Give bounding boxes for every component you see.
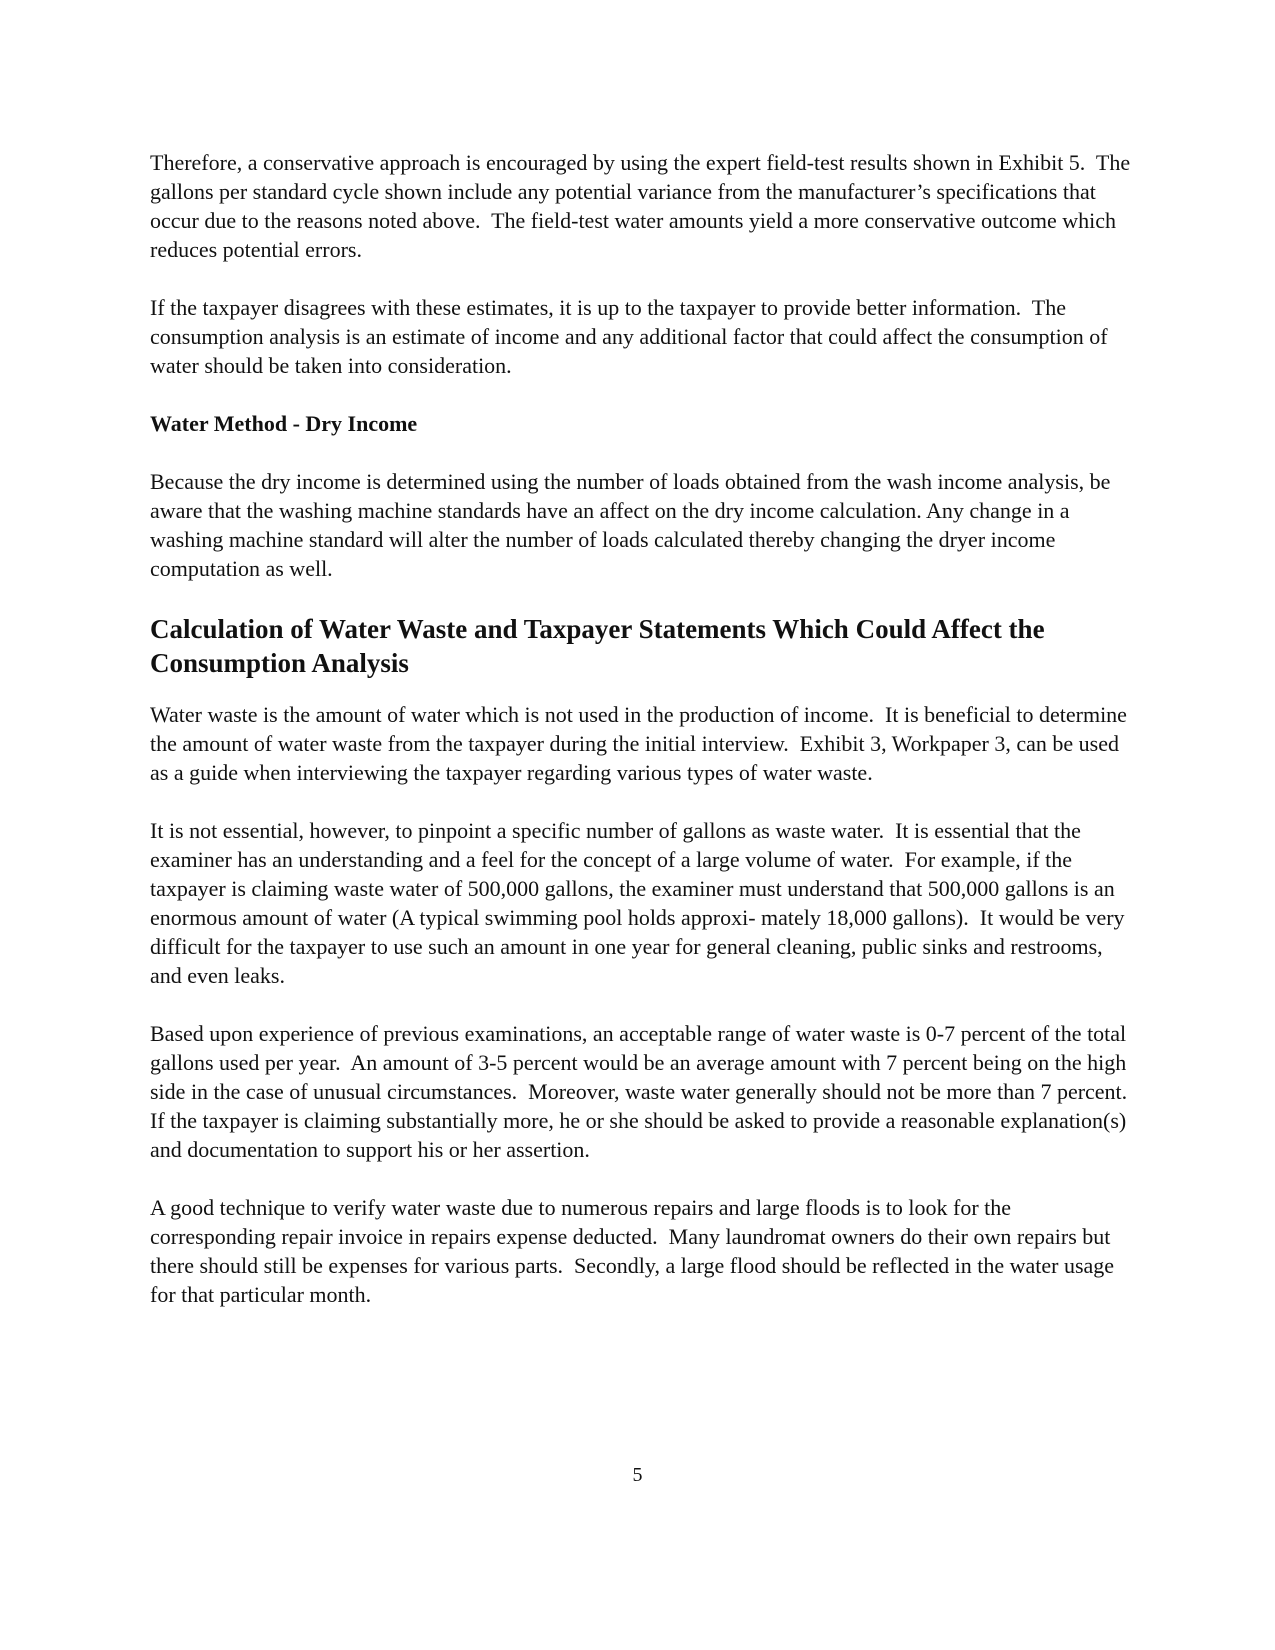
paragraph-dry-income: Because the dry income is determined using the number of loads obtained from the wash income analysis, be aware that the washing machine standards have an affect on the dry income calculation. Any change in a washing machine standard will alter the number of loads calculated thereby changing the dryer income computation as well. <box>150 469 1116 581</box>
paragraph-verify-technique: A good technique to verify water waste due to numerous repairs and large floods is to look for the corresponding repair invoice in repairs expense deducted. Many laundromat owners do their own repairs but there should still be expenses for various parts. Secondly, a large flood should be reflected in the water usage for that particular month. <box>150 1195 1120 1307</box>
page-number: 5 <box>632 1464 643 1486</box>
document-page <box>150 148 1139 1309</box>
subheading-dry-income: Water Method - Dry Income <box>150 411 418 436</box>
paragraph-water-waste-definition: Water waste is the amount of water which is not used in the production of income. It is beneficial to determine the amount of water waste from the taxpayer during the initial interview. Exhibit 3, Workpaper 3, can be used as a guide when interviewing the taxpayer regarding various types of water waste. <box>150 702 1133 785</box>
paragraph-large-volume: It is not essential, however, to pinpoint a specific number of gallons as waste water. It is essential that the examiner has an understanding and a feel for the concept of a large volume of water. For example, if the taxpayer is claiming waste water of 500,000 gallons, the examiner must understand that 500,000 gallons is an enormous amount of water (A typical swimming pool holds approxi- mately 18,000 gallons). It would be very difficult for the taxpayer to use such an amount in one year for general cleaning, public sinks and restrooms, and even leaks. <box>150 818 1131 988</box>
paragraph-conservative-approach: Therefore, a conservative approach is encouraged by using the expert field-test results shown in Exhibit 5. The gallons per standard cycle shown include any potential variance from the manufacturer’s specifications that occur due to the reasons noted above. The field-test water amounts yield a more conservative outcome which reduces potential errors. <box>150 150 1136 262</box>
paragraph-taxpayer-disagrees: If the taxpayer disagrees with these estimates, it is up to the taxpayer to provide better information. The consumption analysis is an estimate of income and any additional factor that could affect the consumption of water should be taken into consideration. <box>150 295 1114 378</box>
paragraph-acceptable-range: Based upon experience of previous examinations, an acceptable range of water waste is 0-7 percent of the total gallons used per year. An amount of 3-5 percent would be an average amount with 7 percent being on the high side in the case of unusual circumstances. Moreover, waste water generally should not be more than 7 percent. If the taxpayer is claiming substantially more, he or she should be asked to provide a reasonable explanation(s) and documentation to support his or her assertion. <box>150 1021 1139 1162</box>
section-heading-water-waste: Calculation of Water Waste and Taxpayer Statements Which Could Affect the Consumption Analysis <box>150 614 1045 678</box>
